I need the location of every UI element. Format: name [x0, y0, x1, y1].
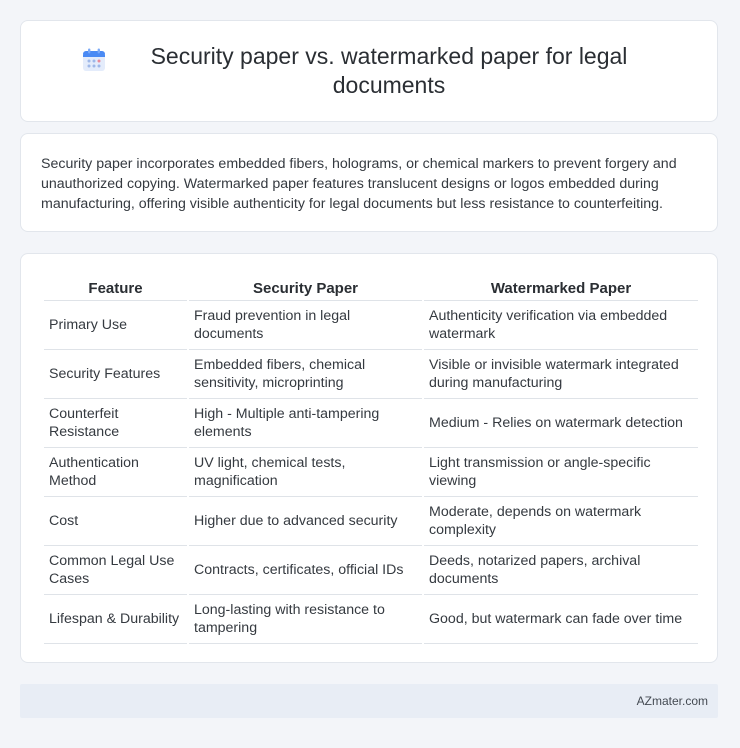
- table-header-row: [44, 274, 698, 301]
- comparison-card: [20, 253, 718, 663]
- watermarked-paper-cell: Light transmission or angle-specific viewing: [424, 448, 698, 497]
- table-row: [44, 301, 698, 350]
- table-row: [44, 399, 698, 448]
- security-paper-cell: Contracts, certificates, official IDs: [189, 546, 422, 595]
- watermarked-paper-cell: Visible or invisible watermark integrated during manufacturing: [424, 350, 698, 399]
- title-card: [20, 20, 718, 122]
- calendar-icon: [81, 47, 107, 73]
- column-header-security-paper: Security Paper: [189, 274, 422, 301]
- intro-card: [20, 133, 718, 232]
- title-wrap: [21, 42, 717, 100]
- security-paper-cell: Fraud prevention in legal documents: [189, 301, 422, 350]
- footer-bar: [20, 684, 718, 718]
- intro-text: Security paper incorporates embedded fibers, holograms, or chemical markers to prevent forgery and unauthorized copying. Watermarked paper features translucent designs or logos embedded during manufacturing, offering visible authenticity for legal documents but less resistance to counterfeiting.: [41, 156, 677, 212]
- table-row: [44, 546, 698, 595]
- table-row: [44, 497, 698, 546]
- footer-brand: AZmater.com: [636, 694, 708, 708]
- feature-cell: Lifespan & Durability: [44, 595, 187, 644]
- security-paper-cell: High - Multiple anti-tampering elements: [189, 399, 422, 448]
- feature-cell: Security Features: [44, 350, 187, 399]
- page-title: Security paper vs. watermarked paper for legal documents: [150, 43, 628, 98]
- watermarked-paper-cell: Deeds, notarized papers, archival documents: [424, 546, 698, 595]
- column-header-watermarked-paper: Watermarked Paper: [424, 274, 698, 301]
- feature-cell: Cost: [44, 497, 187, 546]
- watermarked-paper-cell: Moderate, depends on watermark complexity: [424, 497, 698, 546]
- table-row: [44, 350, 698, 399]
- watermarked-paper-cell: Medium - Relies on watermark detection: [424, 399, 698, 448]
- security-paper-cell: Higher due to advanced security: [189, 497, 422, 546]
- security-paper-cell: Long-lasting with resistance to tampering: [189, 595, 422, 644]
- security-paper-cell: UV light, chemical tests, magnification: [189, 448, 422, 497]
- comparison-table: [42, 274, 700, 644]
- watermarked-paper-cell: Good, but watermark can fade over time: [424, 595, 698, 644]
- feature-cell: Authentication Method: [44, 448, 187, 497]
- column-header-feature: Feature: [44, 274, 187, 301]
- feature-cell: Common Legal Use Cases: [44, 546, 187, 595]
- table-row: [44, 595, 698, 644]
- table-row: [44, 448, 698, 497]
- feature-cell: Counterfeit Resistance: [44, 399, 187, 448]
- watermarked-paper-cell: Authenticity verification via embedded watermark: [424, 301, 698, 350]
- security-paper-cell: Embedded fibers, chemical sensitivity, microprinting: [189, 350, 422, 399]
- feature-cell: Primary Use: [44, 301, 187, 350]
